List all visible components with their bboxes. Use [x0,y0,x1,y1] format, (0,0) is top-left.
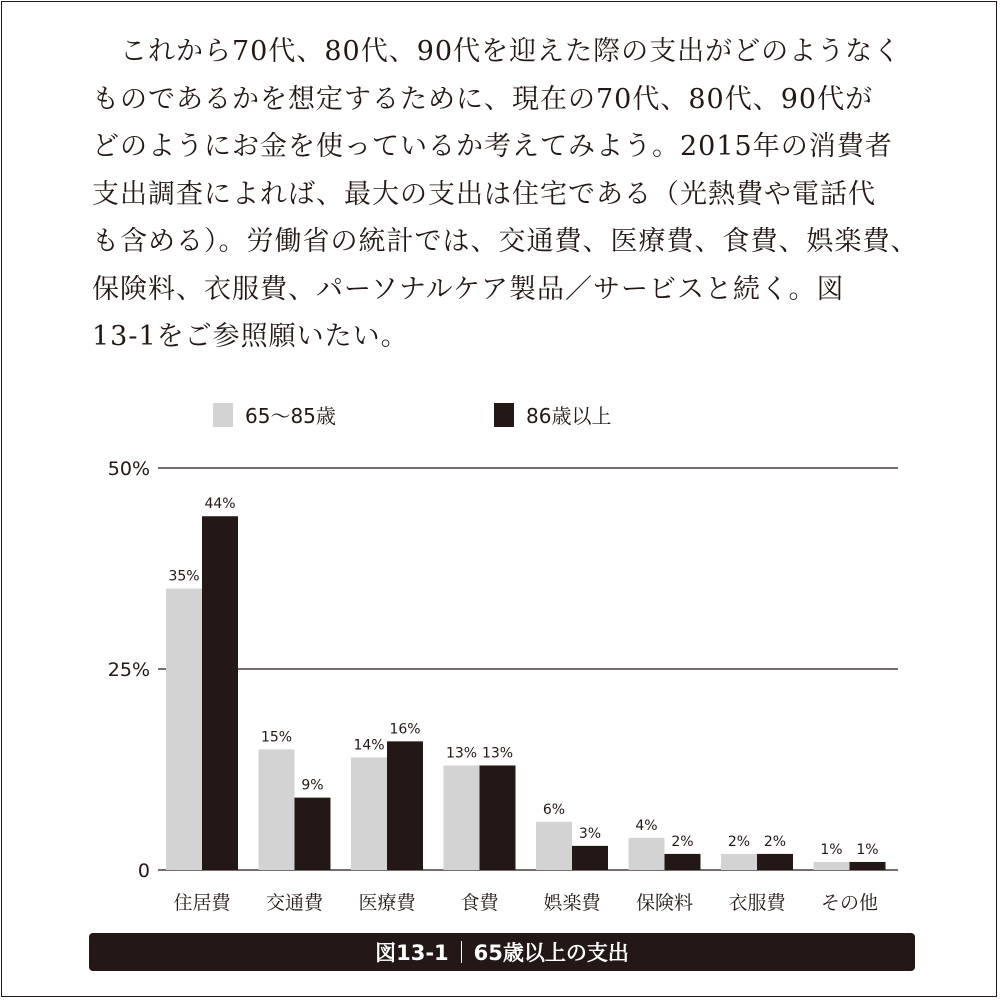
x-category-label: その他 [820,892,879,914]
body-line: も含める）。労働省の統計では、交通費、医療費、食費、娯楽費、 [92,226,919,257]
legend-item-series-1 [213,400,336,429]
data-label: 14% [353,737,385,754]
x-category-label: 交通費 [265,892,324,914]
bar [351,757,387,870]
data-label: 2% [671,833,694,850]
bar [629,838,665,870]
bar [850,862,886,870]
bar [202,516,238,870]
y-tick-label: 0 [137,860,150,882]
x-category-label: 衣服費 [728,892,786,914]
figure-title: 65歳以上の支出 [473,941,629,965]
legend-swatch-light [213,403,233,427]
legend-label: 86歳以上 [526,404,612,428]
bar [166,589,202,870]
x-category-label: 医療費 [358,892,416,914]
legend-swatch-dark [494,403,514,427]
body-line: 13-1をご参照願いたい。 [92,321,409,352]
bar [536,822,572,870]
body-line: ものであるかを想定するために、現在の70代、80代、90代が [92,83,874,115]
bar [572,846,608,870]
y-tick-label: 25% [107,659,150,681]
data-label: 13% [481,745,514,762]
bar [814,862,850,870]
data-label: 44% [204,496,236,513]
body-line: 保険料、衣服費、パーソナルケア製品／サービスと続く。図 [92,273,845,305]
caption-divider [461,941,462,963]
data-label: 6% [542,801,566,818]
body-line: これから70代、80代、90代を迎えた際の支出がどのようなく [92,36,902,67]
figure-caption [89,933,915,971]
data-label: 35% [168,568,200,585]
x-category-label: 娯楽費 [543,892,601,914]
bar [480,765,516,870]
bar [665,854,701,870]
bar [259,749,295,870]
x-category-label: 住居費 [173,892,231,914]
data-label: 9% [301,777,324,794]
body-line: どのようにお金を使っているか考えてみよう。2015年の消費者 [92,131,893,162]
data-label: 2% [763,833,787,850]
bar [295,798,331,870]
bar [757,854,793,870]
data-label: 4% [635,817,658,834]
bar [721,854,757,870]
body-paragraph [92,28,932,361]
x-category-label: 食費 [460,892,499,914]
data-label: 1% [820,841,843,858]
x-category-label: 保険料 [635,892,694,914]
bar [444,765,480,870]
data-label: 3% [578,825,602,842]
legend-label: 65〜85歳 [245,404,336,428]
data-label: 1% [856,841,879,858]
figure-number: 図13-1 [375,941,449,965]
body-line: 支出調査によれば、最大の支出は住宅である（光熱費や電話代 [92,178,876,210]
y-tick-label: 50% [107,458,150,480]
data-label: 13% [445,745,478,762]
bar [387,741,423,870]
data-label: 2% [727,833,751,850]
data-label: 15% [260,729,293,746]
bar-chart [0,440,1000,930]
legend-item-series-2 [494,400,611,429]
data-label: 16% [389,721,421,738]
